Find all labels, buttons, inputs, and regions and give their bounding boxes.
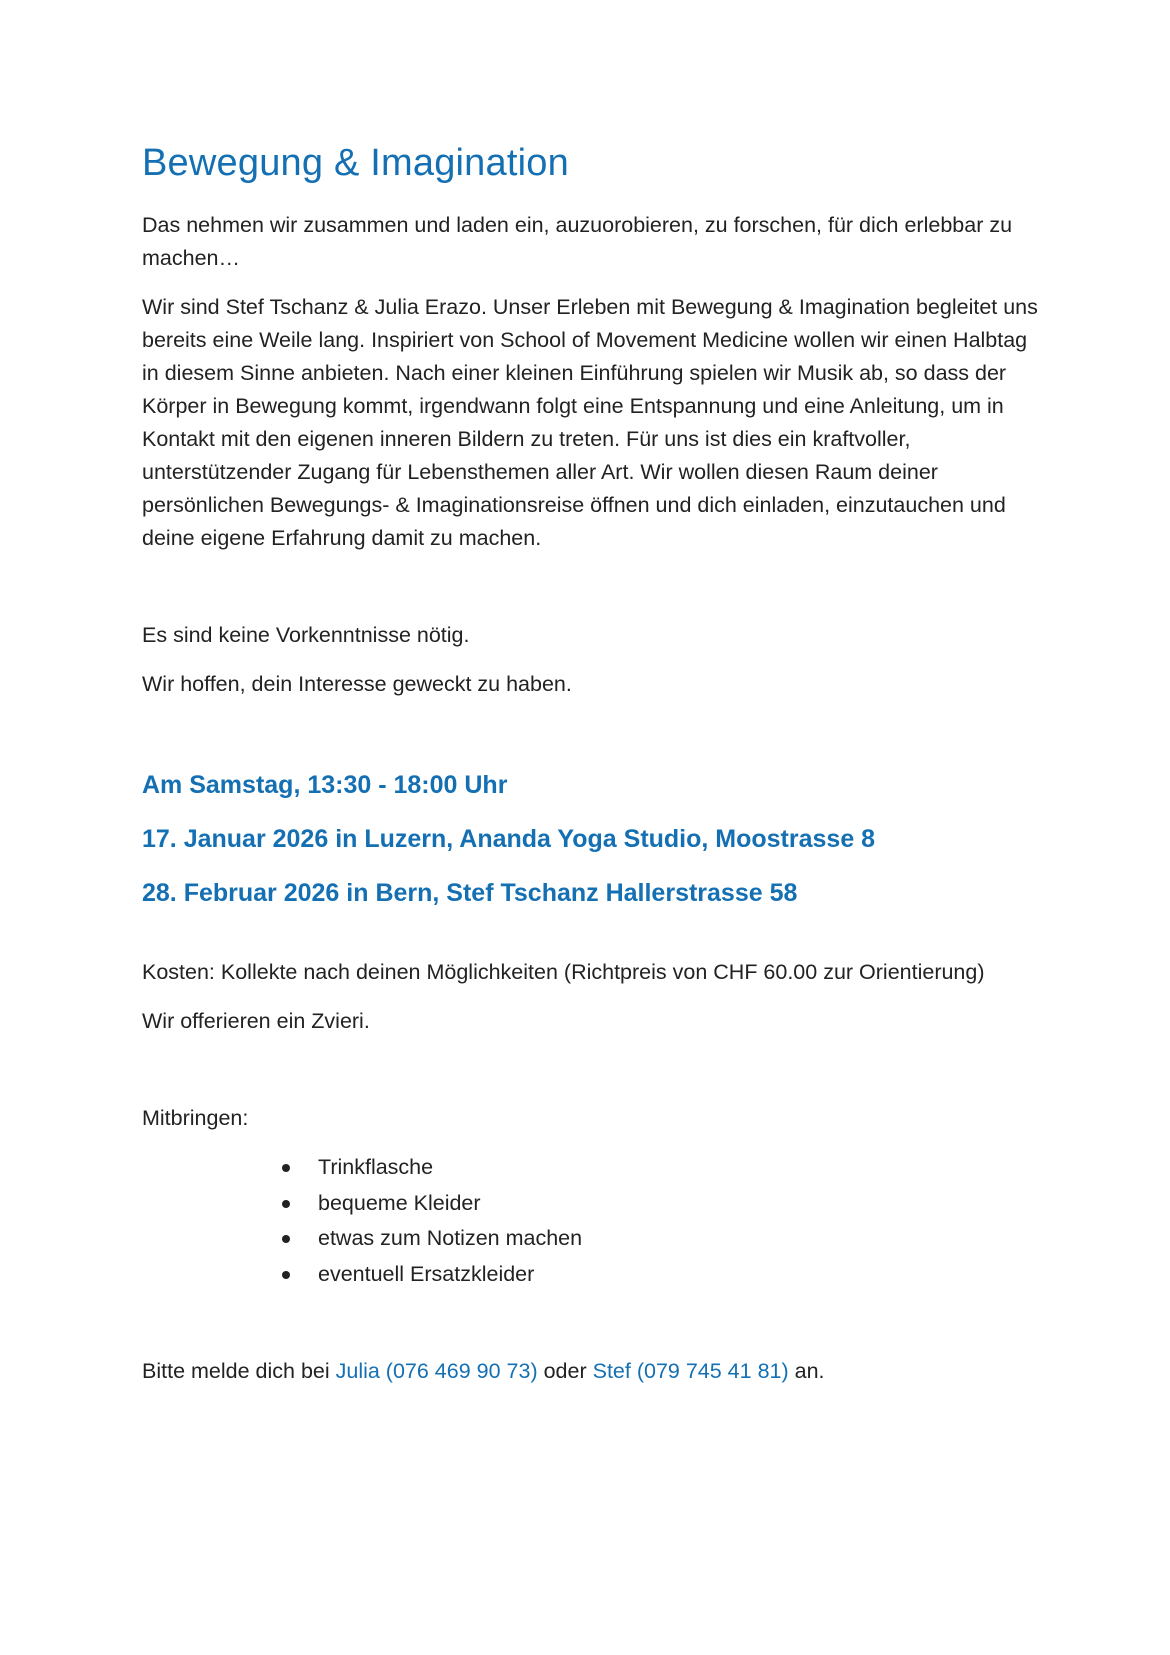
bullet-icon	[282, 1271, 290, 1279]
contact-link-stef[interactable]: Stef (079 745 41 81)	[592, 1359, 789, 1383]
event-time: Am Samstag, 13:30 - 18:00 Uhr	[142, 771, 508, 799]
list-item-label: bequeme Kleider	[318, 1190, 481, 1215]
contact-link-julia[interactable]: Julia (076 469 90 73)	[335, 1359, 538, 1383]
bullet-icon	[282, 1164, 290, 1172]
bullet-icon	[282, 1235, 290, 1243]
list-item	[282, 1257, 1042, 1293]
list-item	[282, 1221, 1042, 1257]
event-dates	[142, 768, 1042, 910]
hope-text: Wir hoffen, dein Interesse geweckt zu haben.	[142, 672, 572, 696]
about-paragraph: Wir sind Stef Tschanz & Julia Erazo. Unser Erleben mit Bewegung & Imagination begleitet uns bereits eine Weile lang. Inspiriert von School of Movement Medicine wollen wir einen Halbtag in diesem Sinne anbieten. Nach einer kleinen Einführung spielen wir Musik ab, so dass der Körper in Bewegung kommt, irgendwann folgt eine Entspannung und eine Anleitung, um in Kontakt mit den eigenen inneren Bildern zu treten. Für uns ist dies ein kraftvoller, unterstützender Zugang für Lebensthemen aller Art. Wir wollen diesen Raum deiner persönlichen Bewegungs- & Imaginationsreise öffnen und dich einladen, einzutauchen und deine eigene Erfahrung damit zu machen.	[142, 295, 1038, 550]
list-item	[282, 1150, 1042, 1186]
contact-prefix: Bitte melde dich bei	[142, 1359, 336, 1383]
page-title: Bewegung & Imagination	[142, 142, 569, 184]
list-item-label: eventuell Ersatzkleider	[318, 1261, 535, 1286]
no-prior-knowledge-text: Es sind keine Vorkenntnisse nötig.	[142, 623, 470, 647]
snack-text: Wir offerieren ein Zvieri.	[142, 1009, 370, 1033]
list-item-label: Trinkflasche	[318, 1155, 434, 1179]
contact-middle: oder	[537, 1359, 593, 1383]
bullet-icon	[282, 1200, 290, 1208]
event-date-luzern: 17. Januar 2026 in Luzern, Ananda Yoga Studio, Moostrasse 8	[142, 825, 876, 853]
contact-suffix: an.	[788, 1359, 825, 1383]
event-date-bern: 28. Februar 2026 in Bern, Stef Tschanz Hallerstrasse 58	[142, 879, 798, 907]
list-item-label: etwas zum Notizen machen	[318, 1226, 583, 1250]
list-item	[282, 1186, 1042, 1222]
contact-paragraph	[142, 1355, 1042, 1388]
costs-text: Kosten: Kollekte nach deinen Möglichkeiten (Richtpreis von CHF 60.00 zur Orientierung)	[142, 960, 985, 984]
bring-label: Mitbringen:	[142, 1106, 249, 1130]
document-content	[142, 138, 1042, 1388]
intro-paragraph: Das nehmen wir zusammen und laden ein, auzuorobieren, zu forschen, für dich erlebbar zu machen…	[142, 213, 1013, 270]
bring-list	[142, 1150, 1042, 1292]
